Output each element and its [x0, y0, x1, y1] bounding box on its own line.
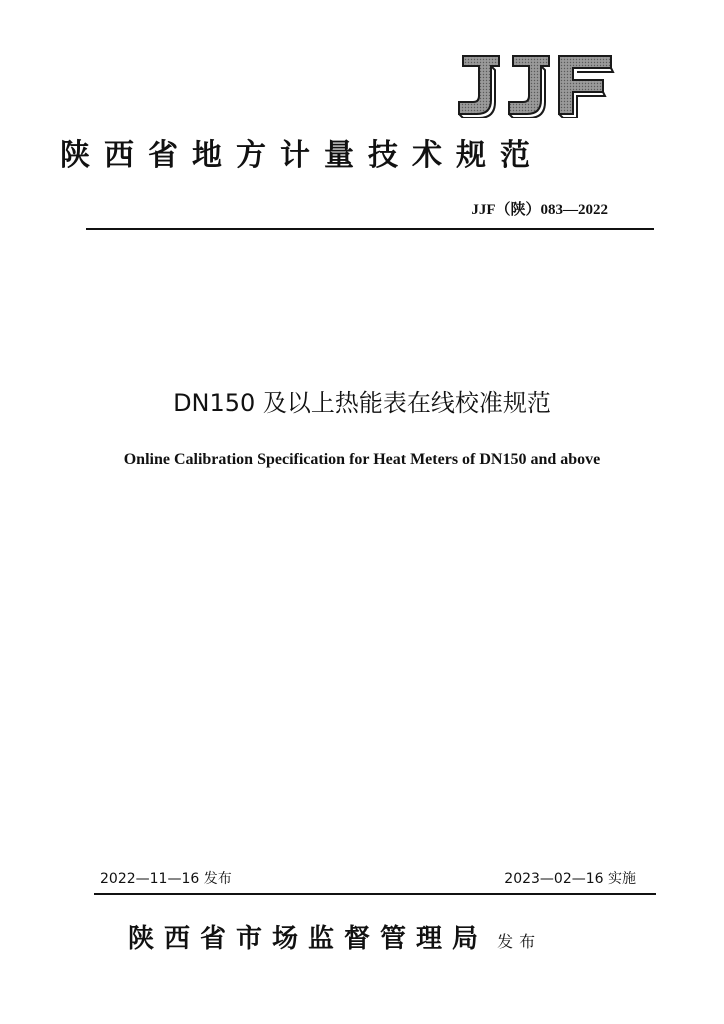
issuer-line	[128, 918, 541, 955]
standard-category: 陕西省地方计量技术规范	[60, 138, 544, 173]
issue-date: 2022—11—16 发布	[100, 871, 232, 887]
top-divider	[86, 228, 654, 230]
jjf-logo	[455, 52, 615, 118]
issuer-name: 陕西省市场监督管理局	[128, 924, 489, 954]
standard-number: JJF（陕）083—2022	[471, 202, 608, 218]
logo-letter-j2	[509, 56, 549, 118]
logo-letter-j1	[459, 56, 499, 118]
implementation-date: 2023—02—16 实施	[504, 871, 636, 887]
document-title-english: Online Calibration Specification for Heat Meters of DN150 and above	[123, 451, 601, 468]
bottom-divider	[94, 893, 656, 895]
document-title-chinese: DN150 及以上热能表在线校准规范	[173, 389, 551, 417]
logo-letter-f	[559, 56, 613, 118]
issuer-suffix: 发布	[497, 932, 542, 951]
